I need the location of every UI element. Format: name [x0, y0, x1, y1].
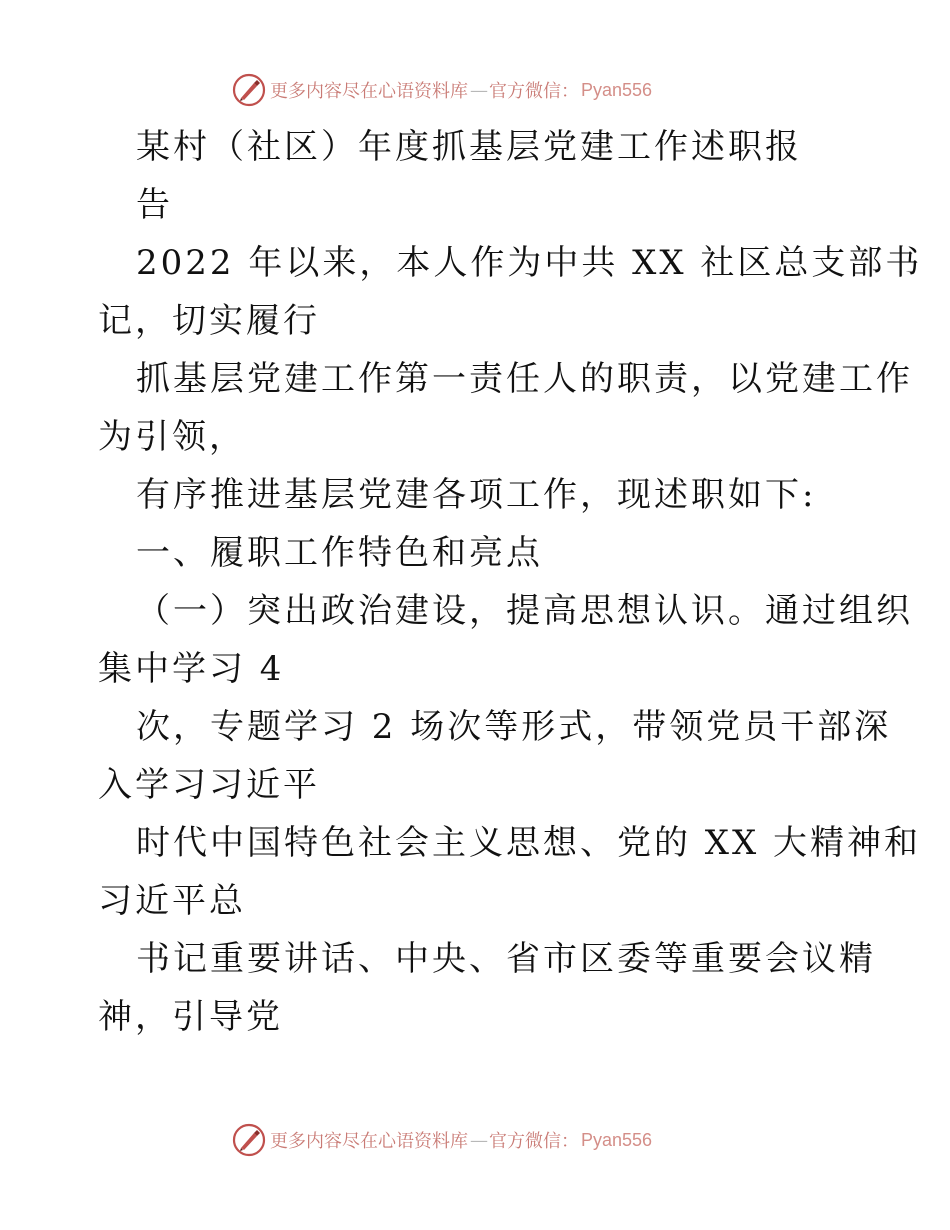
text-line: 告: [136, 185, 173, 225]
pen-logo-icon: [232, 1123, 266, 1157]
watermark-label: 官方微信：: [489, 1131, 579, 1152]
text-line: 有序推进基层党建各项工作，现述职如下:: [136, 475, 817, 515]
watermark-separator: —: [470, 1129, 487, 1151]
text-line: 为引领，: [98, 417, 246, 457]
text-line: 抓基层党建工作第一责任人的职责，以党建工作: [136, 359, 913, 399]
watermark-label: 官方微信：: [489, 81, 579, 102]
watermark-text: 更多内容尽在心语资料库: [270, 81, 468, 102]
header-watermark: [232, 72, 652, 108]
text-line: 次，专题学习 2 场次等形式，带领党员干部深: [136, 707, 892, 747]
watermark-id: Pyan556: [581, 1129, 653, 1150]
footer-watermark: [232, 1122, 652, 1158]
pen-logo-icon: [232, 73, 266, 107]
text-line: （一）突出政治建设，提高思想认识。通过组织: [136, 591, 913, 631]
text-line: 2022 年以来，本人作为中共 XX 社区总支部书: [136, 243, 923, 283]
text-line: 时代中国特色社会主义思想、党的 XX 大精神和: [136, 823, 922, 863]
watermark-separator: —: [470, 79, 487, 101]
text-line: 记，切实履行: [98, 301, 320, 341]
section-heading: 一、履职工作特色和亮点: [136, 533, 543, 573]
text-line: 集中学习 4: [98, 649, 285, 689]
watermark-id: Pyan556: [581, 79, 653, 100]
text-line: 神，引导党: [98, 997, 283, 1037]
document-title-line: 某村（社区）年度抓基层党建工作述职报: [136, 127, 802, 167]
text-line: 书记重要讲话、中央、省市区委等重要会议精: [136, 939, 876, 979]
text-line: 入学习习近平: [98, 765, 320, 805]
text-line: 习近平总: [98, 881, 246, 921]
watermark-text: 更多内容尽在心语资料库: [270, 1131, 468, 1152]
